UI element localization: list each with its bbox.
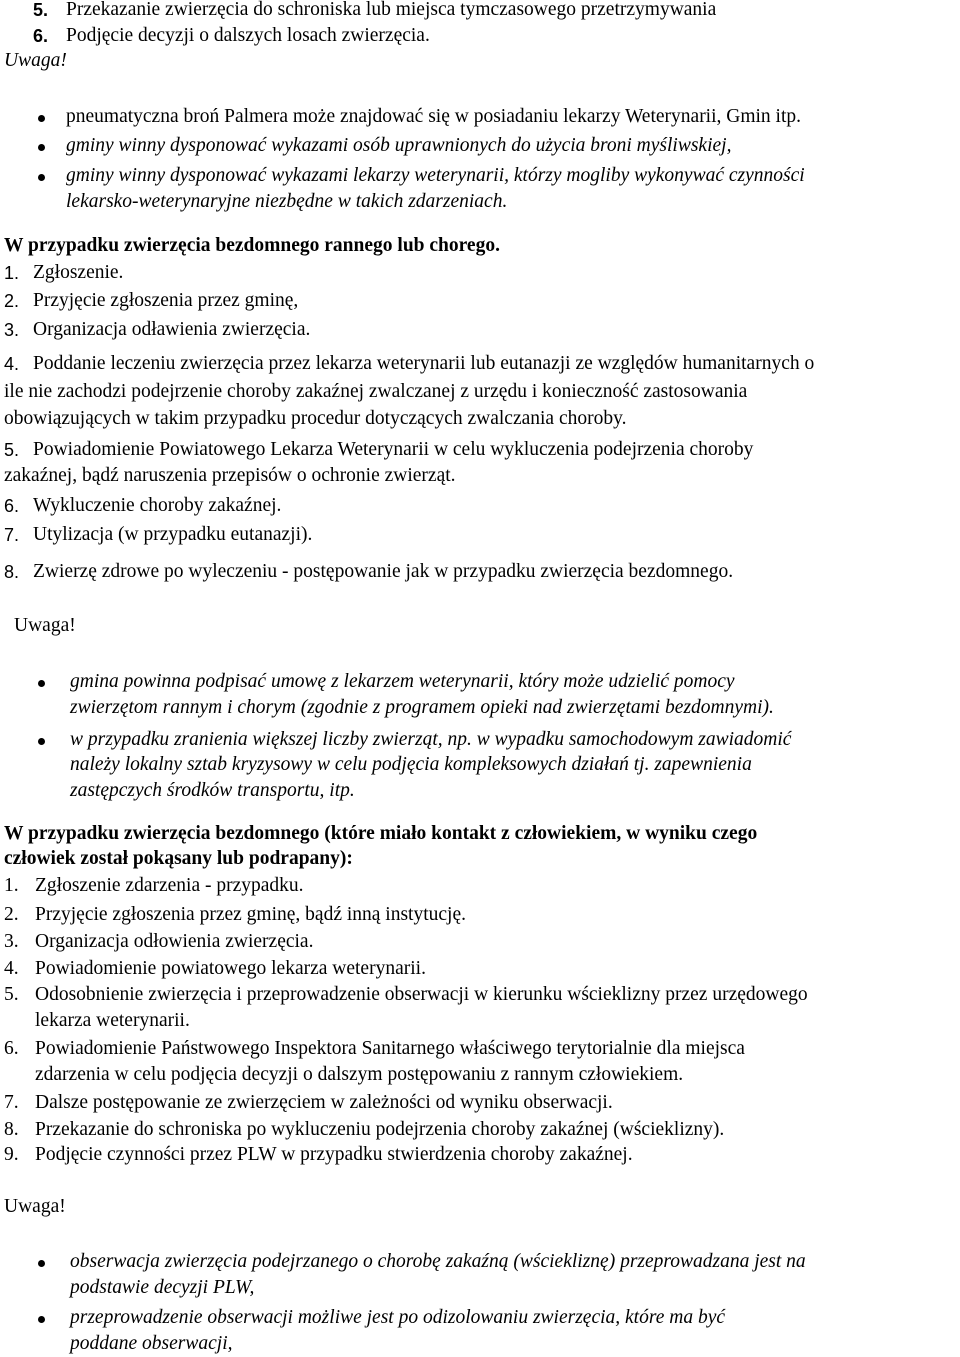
section-heading: człowiek został pokąsany lub podrapany): (4, 848, 353, 869)
note-title: Uwaga! (4, 50, 67, 71)
step-text: Przekazanie do schroniska po wykluczeniu podejrzenia choroby zakaźnej (wścieklizny). (35, 1119, 725, 1140)
step-text: Powiadomienie powiatowego lekarza weterynarii. (35, 958, 426, 979)
step-text: Zgłoszenie. (33, 262, 124, 283)
step-text: Organizacja odłowienia zwierzęcia. (35, 931, 314, 952)
note-text: poddane obserwacji, (70, 1333, 233, 1354)
note-title: Uwaga! (14, 615, 76, 636)
step-text: Dalsze postępowanie ze zwierzęciem w zależności od wyniku obserwacji. (35, 1092, 613, 1113)
note-text: lekarsko-weterynaryjne niezbędne w takich zdarzeniach. (66, 191, 508, 212)
note-text: zwierzętom rannym i chorym (zgodnie z programem opieki nad zwierzętami bezdomnymi). (70, 697, 774, 718)
step-text: zakaźnej, bądź naruszenia przepisów o ochronie zwierząt. (4, 465, 456, 486)
bullet-icon (38, 115, 45, 122)
step-number: 1. (4, 263, 20, 283)
note-text: podstawie decyzji PLW, (70, 1277, 255, 1298)
note-text: należy lokalny sztab kryzysowy w celu podjęcia kompleksowych działań tj. zapewnienia (70, 754, 752, 775)
step-text: Przyjęcie zgłoszenia przez gminę, (33, 290, 299, 311)
step-number: 5. (4, 984, 19, 1005)
step-number: 4. (4, 354, 20, 374)
bullet-icon (38, 1316, 45, 1323)
step-text: Powiadomienie Państwowego Inspektora Sanitarnego właściwego terytorialnie dla miejsca (35, 1038, 745, 1059)
step-text: ile nie zachodzi podejrzenie choroby zakaźnej zwalczanej z urzędu i konieczność zastosowania (4, 381, 748, 402)
note-title: Uwaga! (4, 1196, 66, 1217)
step-text: lekarza weterynarii. (35, 1010, 190, 1031)
bullet-icon (38, 144, 45, 151)
step-number: 7. (4, 1092, 19, 1113)
step-text: Zwierzę zdrowe po wyleczeniu - postępowanie jak w przypadku zwierzęcia bezdomnego. (33, 561, 734, 582)
step-text: Organizacja odławienia zwierzęcia. (33, 319, 311, 340)
step-text: Powiadomienie Powiatowego Lekarza Weterynarii w celu wykluczenia podejrzenia choroby (33, 439, 754, 460)
note-text: obserwacja zwierzęcia podejrzanego o chorobę zakaźną (wściekliznę) przeprowadzana jest na (70, 1251, 806, 1272)
note-text: gmina powinna podpisać umowę z lekarzem weterynarii, który może udzielić pomocy (70, 671, 735, 692)
note-text: przeprowadzenie obserwacji możliwe jest po odizolowaniu zwierzęcia, które ma być (70, 1307, 726, 1328)
note-text: zastępczych środków transportu, itp. (70, 780, 355, 801)
list-item-text: Przekazanie zwierzęcia do schroniska lub miejsca tymczasowego przetrzymywania (66, 0, 717, 20)
step-number: 8. (4, 562, 20, 582)
bullet-icon (38, 738, 45, 745)
step-number: 2. (4, 291, 20, 311)
bullet-icon (38, 1260, 45, 1267)
step-text: Wykluczenie choroby zakaźnej. (33, 495, 282, 516)
step-number: 6. (4, 496, 20, 516)
list-item-text: Podjęcie decyzji o dalszych losach zwierzęcia. (66, 25, 430, 46)
bullet-icon (38, 680, 45, 687)
note-text: w przypadku zranienia większej liczby zwierząt, np. w wypadku samochodowym zawiadomić (70, 729, 792, 750)
step-text: Odosobnienie zwierzęcia i przeprowadzenie obserwacji w kierunku wścieklizny przez urzędowego (35, 984, 808, 1005)
step-number: 4. (4, 958, 19, 979)
step-number: 5. (4, 440, 20, 460)
note-text: gminy winny dysponować wykazami osób uprawnionych do użycia broni myśliwskiej, (66, 135, 732, 156)
step-text: Utylizacja (w przypadku eutanazji). (33, 524, 313, 545)
step-number: 6. (4, 1038, 19, 1059)
step-number: 2. (4, 904, 19, 925)
section-heading: W przypadku zwierzęcia bezdomnego rannego lub chorego. (4, 235, 500, 256)
bullet-icon (38, 174, 45, 181)
step-text: obowiązujących w takim przypadku procedur dotyczących zwalczania choroby. (4, 408, 627, 429)
step-number: 3. (4, 931, 19, 952)
step-text: zdarzenia w celu podjęcia decyzji o dalszym postępowaniu z rannym człowiekiem. (35, 1064, 684, 1085)
step-text: Podjęcie czynności przez PLW w przypadku stwierdzenia choroby zakaźnej. (35, 1144, 633, 1165)
step-number: 1. (4, 875, 19, 896)
step-number: 9. (4, 1144, 19, 1165)
list-number: 6. (33, 26, 49, 46)
note-text: pneumatyczna broń Palmera może znajdować się w posiadaniu lekarzy Weterynarii, Gmin itp. (66, 106, 802, 127)
step-text: Zgłoszenie zdarzenia - przypadku. (35, 875, 304, 896)
step-number: 7. (4, 525, 20, 545)
note-text: gminy winny dysponować wykazami lekarzy weterynarii, którzy mogliby wykonywać czynności (66, 165, 805, 186)
step-text: Przyjęcie zgłoszenia przez gminę, bądź inną instytucję. (35, 904, 466, 925)
step-number: 3. (4, 320, 20, 340)
step-number: 8. (4, 1119, 19, 1140)
step-text: Poddanie leczeniu zwierzęcia przez lekarza weterynarii lub eutanazji ze względów humanitarnych o (33, 353, 815, 374)
section-heading: W przypadku zwierzęcia bezdomnego (które miało kontakt z człowiekiem, w wyniku czego (4, 823, 758, 844)
list-number: 5. (33, 0, 49, 20)
